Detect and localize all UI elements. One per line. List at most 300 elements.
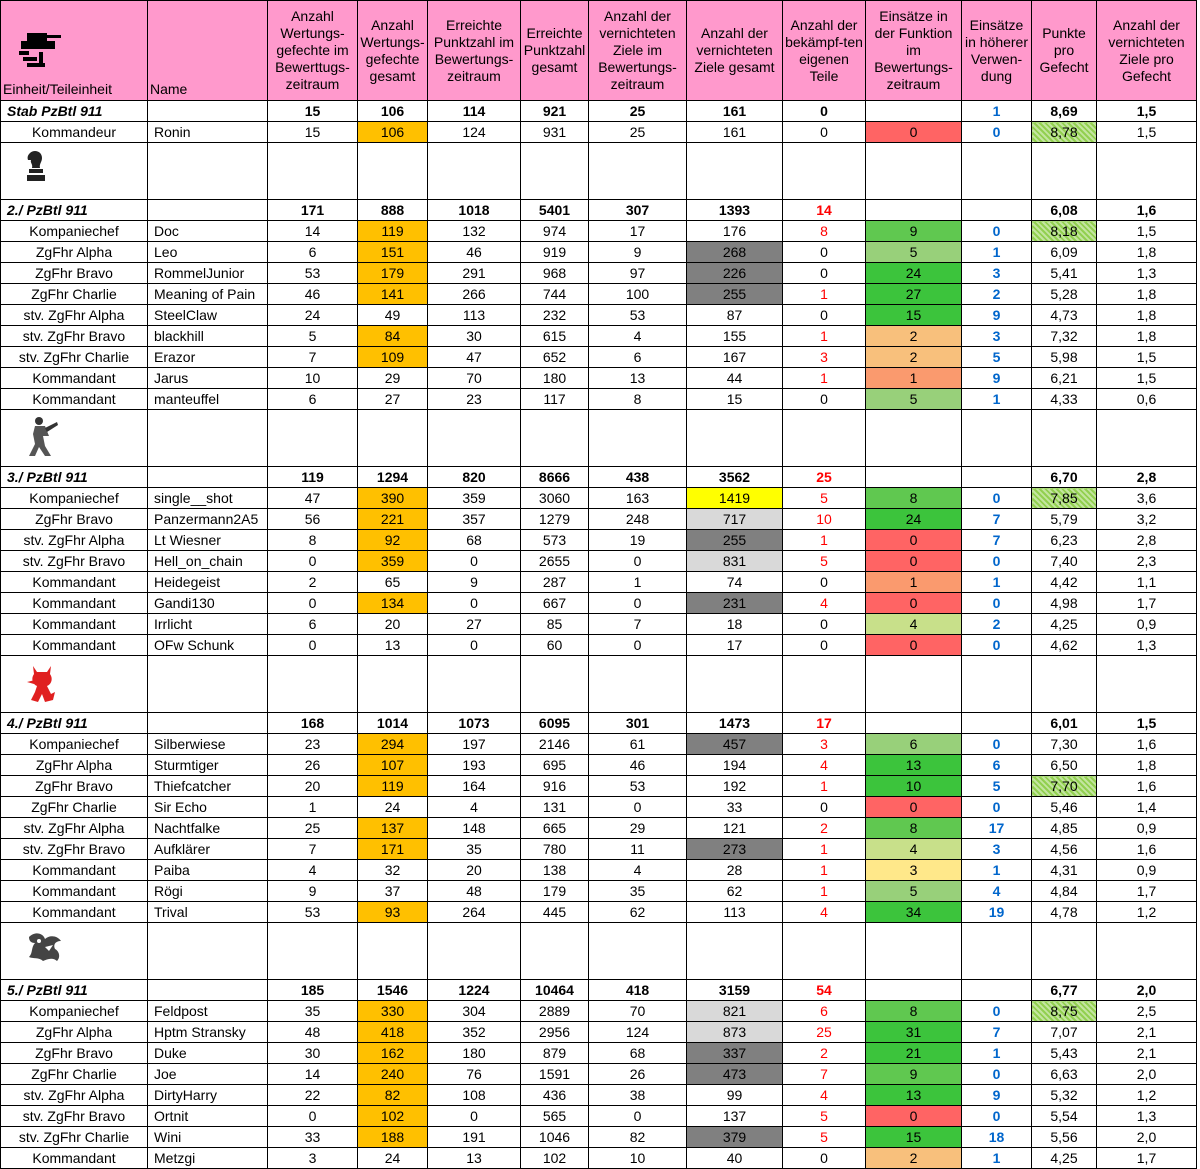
- cell-eigene-teile: 1: [783, 776, 866, 797]
- cell-eigene-teile: 4: [783, 755, 866, 776]
- cell-eigene-teile: 14: [783, 200, 866, 221]
- empty-cell: [589, 410, 687, 467]
- cell-name: Aufklärer: [148, 839, 268, 860]
- table-row: [1, 305, 1197, 326]
- cell-einsaetze-funktion: 8: [866, 1001, 962, 1022]
- cell-punkte-zeitraum: 27: [428, 614, 521, 635]
- cell-punkte-gesamt: 1046: [521, 1127, 589, 1148]
- empty-cell: [589, 923, 687, 980]
- cell-gefechte-zeitraum: 15: [268, 101, 358, 122]
- cell-punkte-pro-gefecht: 5,43: [1032, 1043, 1097, 1064]
- cell-punkte-zeitraum: 0: [428, 551, 521, 572]
- cell-ziele-pro-gefecht: 1,5: [1097, 221, 1197, 242]
- cell-ziele-zeitraum: 9: [589, 242, 687, 263]
- cell-ziele-pro-gefecht: 1,3: [1097, 635, 1197, 656]
- table-row: [1, 263, 1197, 284]
- empty-cell: [428, 923, 521, 980]
- table-row: [1, 368, 1197, 389]
- empty-cell: [783, 143, 866, 200]
- cell-einsaetze-funktion: [866, 980, 962, 1001]
- cell-eigene-teile: 0: [783, 242, 866, 263]
- empty-cell: [358, 410, 428, 467]
- cell-ziele-pro-gefecht: 0,6: [1097, 389, 1197, 410]
- cell-einsaetze-funktion: [866, 467, 962, 488]
- table-row: [1, 551, 1197, 572]
- cell-punkte-zeitraum: 46: [428, 242, 521, 263]
- cell-punkte-gesamt: 652: [521, 347, 589, 368]
- cell-punkte-gesamt: 695: [521, 755, 589, 776]
- cell-ziele-zeitraum: 82: [589, 1127, 687, 1148]
- cell-punkte-zeitraum: 132: [428, 221, 521, 242]
- cell-ziele-zeitraum: 25: [589, 122, 687, 143]
- cell-gefechte-zeitraum: 1: [268, 797, 358, 818]
- cell-name: Wini: [148, 1127, 268, 1148]
- cell-ziele-gesamt: 821: [687, 1001, 783, 1022]
- cell-name: Heidegeist: [148, 572, 268, 593]
- cell-ziele-zeitraum: 7: [589, 614, 687, 635]
- empty-cell: [1032, 656, 1097, 713]
- cell-einsaetze-funktion: 0: [866, 593, 962, 614]
- cell-punkte-zeitraum: 23: [428, 389, 521, 410]
- cell-gefechte-zeitraum: 10: [268, 368, 358, 389]
- tank-emblem-icon: [17, 27, 145, 75]
- dragon-emblem-icon: [25, 952, 65, 968]
- cell-punkte-zeitraum: 30: [428, 326, 521, 347]
- table-row: [1, 860, 1197, 881]
- cell-eigene-teile: 1: [783, 839, 866, 860]
- cell-unit: ZgFhr Alpha: [1, 1022, 148, 1043]
- cell-gefechte-zeitraum: 23: [268, 734, 358, 755]
- cell-gefechte-gesamt: 37: [358, 881, 428, 902]
- cell-ziele-pro-gefecht: 2,3: [1097, 551, 1197, 572]
- cell-punkte-zeitraum: 4: [428, 797, 521, 818]
- cell-punkte-pro-gefecht: 6,50: [1032, 755, 1097, 776]
- header-c4: Erreichte Punktzahl gesamt: [521, 1, 589, 101]
- header-unit-label: Einheit/Teileinheit: [3, 81, 112, 97]
- cell-ziele-zeitraum: 307: [589, 200, 687, 221]
- cell-punkte-gesamt: 85: [521, 614, 589, 635]
- empty-cell: [148, 656, 268, 713]
- cell-punkte-zeitraum: 47: [428, 347, 521, 368]
- cell-punkte-gesamt: 615: [521, 326, 589, 347]
- cell-ziele-gesamt: 44: [687, 368, 783, 389]
- cell-eigene-teile: 2: [783, 818, 866, 839]
- cell-gefechte-zeitraum: 25: [268, 818, 358, 839]
- cell-punkte-gesamt: 180: [521, 368, 589, 389]
- cell-einsaetze-hoeher: 0: [962, 1106, 1032, 1127]
- cell-einsaetze-hoeher: [962, 980, 1032, 1001]
- header-c8: Einsätze in der Funktion im Bewertungs-zeitraum: [866, 1, 962, 101]
- cell-punkte-gesamt: 665: [521, 818, 589, 839]
- header-c6: Anzahl der vernichteten Ziele gesamt: [687, 1, 783, 101]
- cell-punkte-gesamt: 102: [521, 1148, 589, 1169]
- cell-unit: Kompaniechef: [1, 1001, 148, 1022]
- table-row: [1, 1064, 1197, 1085]
- cell-ziele-gesamt: 226: [687, 263, 783, 284]
- cell-ziele-zeitraum: 0: [589, 1106, 687, 1127]
- cell-einsaetze-funktion: 3: [866, 860, 962, 881]
- cell-ziele-gesamt: 99: [687, 1085, 783, 1106]
- cell-ziele-zeitraum: 53: [589, 305, 687, 326]
- cell-name: Metzgi: [148, 1148, 268, 1169]
- cell-gefechte-zeitraum: 6: [268, 242, 358, 263]
- cell-gefechte-zeitraum: 119: [268, 467, 358, 488]
- cell-ziele-gesamt: 74: [687, 572, 783, 593]
- table-row: [1, 635, 1197, 656]
- cell-ziele-gesamt: 161: [687, 101, 783, 122]
- cell-ziele-zeitraum: 301: [589, 713, 687, 734]
- cell-name: [148, 713, 268, 734]
- cell-einsaetze-funktion: [866, 713, 962, 734]
- cell-eigene-teile: 7: [783, 1064, 866, 1085]
- cell-name: Ronin: [148, 122, 268, 143]
- cell-ziele-pro-gefecht: 3,6: [1097, 488, 1197, 509]
- cell-gefechte-zeitraum: 46: [268, 284, 358, 305]
- cell-einsaetze-hoeher: 0: [962, 734, 1032, 755]
- empty-cell: [358, 143, 428, 200]
- cell-ziele-gesamt: 62: [687, 881, 783, 902]
- cell-ziele-pro-gefecht: 1,2: [1097, 902, 1197, 923]
- cell-eigene-teile: 0: [783, 797, 866, 818]
- cell-eigene-teile: 3: [783, 347, 866, 368]
- empty-cell: [521, 656, 589, 713]
- cell-punkte-zeitraum: 264: [428, 902, 521, 923]
- table-row: [1, 839, 1197, 860]
- empty-cell: [1097, 410, 1197, 467]
- cell-einsaetze-funktion: 15: [866, 1127, 962, 1148]
- cell-ziele-zeitraum: 0: [589, 635, 687, 656]
- cell-punkte-pro-gefecht: 8,18: [1032, 221, 1097, 242]
- cell-punkte-zeitraum: 0: [428, 635, 521, 656]
- cell-einsaetze-funktion: 13: [866, 755, 962, 776]
- cell-ziele-pro-gefecht: 2,1: [1097, 1043, 1197, 1064]
- cell-unit: ZgFhr Alpha: [1, 755, 148, 776]
- cell-ziele-gesamt: 231: [687, 593, 783, 614]
- emblem-cell: [1, 656, 148, 713]
- cell-eigene-teile: 0: [783, 101, 866, 122]
- cell-ziele-pro-gefecht: 1,5: [1097, 101, 1197, 122]
- cell-unit: Kommandant: [1, 635, 148, 656]
- table-row: [1, 284, 1197, 305]
- cell-einsaetze-funktion: 27: [866, 284, 962, 305]
- cell-ziele-gesamt: 28: [687, 860, 783, 881]
- cell-ziele-gesamt: 379: [687, 1127, 783, 1148]
- cell-einsaetze-hoeher: 0: [962, 593, 1032, 614]
- cell-gefechte-zeitraum: 0: [268, 635, 358, 656]
- cell-ziele-pro-gefecht: 1,6: [1097, 200, 1197, 221]
- cell-gefechte-gesamt: 65: [358, 572, 428, 593]
- cell-ziele-gesamt: 194: [687, 755, 783, 776]
- cell-punkte-pro-gefecht: 7,70: [1032, 776, 1097, 797]
- cell-ziele-zeitraum: 11: [589, 839, 687, 860]
- cell-unit: Kommandant: [1, 368, 148, 389]
- cell-ziele-pro-gefecht: 1,5: [1097, 347, 1197, 368]
- cell-gefechte-gesamt: 162: [358, 1043, 428, 1064]
- cell-einsaetze-hoeher: 1: [962, 860, 1032, 881]
- cell-gefechte-gesamt: 106: [358, 101, 428, 122]
- cell-name: Gandi130: [148, 593, 268, 614]
- cell-ziele-gesamt: 192: [687, 776, 783, 797]
- cell-punkte-pro-gefecht: 4,62: [1032, 635, 1097, 656]
- cell-ziele-gesamt: 1419: [687, 488, 783, 509]
- cell-punkte-gesamt: 179: [521, 881, 589, 902]
- cell-gefechte-gesamt: 32: [358, 860, 428, 881]
- cell-einsaetze-hoeher: 0: [962, 221, 1032, 242]
- cell-gefechte-zeitraum: 20: [268, 776, 358, 797]
- cell-ziele-pro-gefecht: 0,9: [1097, 818, 1197, 839]
- cell-unit: stv. ZgFhr Bravo: [1, 1106, 148, 1127]
- cell-gefechte-zeitraum: 2: [268, 572, 358, 593]
- cell-punkte-gesamt: 744: [521, 284, 589, 305]
- cell-gefechte-gesamt: 141: [358, 284, 428, 305]
- empty-cell: [589, 656, 687, 713]
- cell-ziele-zeitraum: 25: [589, 101, 687, 122]
- cell-unit: 4./ PzBtl 911: [1, 713, 148, 734]
- summary-row: [1, 467, 1197, 488]
- header-c1: Anzahl Wertungs-gefechte im Bewerttugs-zeitraum: [268, 1, 358, 101]
- cell-eigene-teile: 0: [783, 305, 866, 326]
- cell-ziele-gesamt: 1393: [687, 200, 783, 221]
- empty-cell: [866, 923, 962, 980]
- cell-gefechte-zeitraum: 14: [268, 1064, 358, 1085]
- cell-gefechte-gesamt: 106: [358, 122, 428, 143]
- cell-punkte-gesamt: 565: [521, 1106, 589, 1127]
- cell-punkte-pro-gefecht: 5,54: [1032, 1106, 1097, 1127]
- cell-punkte-gesamt: 60: [521, 635, 589, 656]
- cell-gefechte-zeitraum: 53: [268, 263, 358, 284]
- empty-cell: [268, 410, 358, 467]
- cell-eigene-teile: 25: [783, 1022, 866, 1043]
- cell-gefechte-zeitraum: 5: [268, 326, 358, 347]
- cell-einsaetze-hoeher: 2: [962, 284, 1032, 305]
- cell-eigene-teile: 0: [783, 572, 866, 593]
- cell-gefechte-zeitraum: 15: [268, 122, 358, 143]
- header-c5: Anzahl der vernichteten Ziele im Bewertungs-zeitraum: [589, 1, 687, 101]
- cell-punkte-pro-gefecht: 4,85: [1032, 818, 1097, 839]
- cell-ziele-gesamt: 155: [687, 326, 783, 347]
- cell-unit: Kommandant: [1, 593, 148, 614]
- cell-punkte-zeitraum: 108: [428, 1085, 521, 1106]
- cell-punkte-pro-gefecht: 4,78: [1032, 902, 1097, 923]
- cell-name: [148, 101, 268, 122]
- cell-name: Ortnit: [148, 1106, 268, 1127]
- knight-emblem-icon: [25, 170, 47, 186]
- cell-ziele-gesamt: 255: [687, 284, 783, 305]
- table-row: [1, 572, 1197, 593]
- cell-ziele-zeitraum: 248: [589, 509, 687, 530]
- header-unit-cell: [1, 1, 148, 101]
- emblem-row: [1, 923, 1197, 980]
- cell-einsaetze-funktion: 4: [866, 614, 962, 635]
- cell-name: Meaning of Pain: [148, 284, 268, 305]
- cell-punkte-gesamt: 667: [521, 593, 589, 614]
- cell-ziele-pro-gefecht: 1,2: [1097, 1085, 1197, 1106]
- cell-gefechte-gesamt: 49: [358, 305, 428, 326]
- cell-gefechte-zeitraum: 35: [268, 1001, 358, 1022]
- cell-punkte-gesamt: 445: [521, 902, 589, 923]
- cell-unit: stv. ZgFhr Alpha: [1, 305, 148, 326]
- cell-punkte-gesamt: 780: [521, 839, 589, 860]
- cell-einsaetze-hoeher: 1: [962, 1148, 1032, 1169]
- cell-einsaetze-funktion: 8: [866, 818, 962, 839]
- cell-punkte-zeitraum: 352: [428, 1022, 521, 1043]
- cell-unit: stv. ZgFhr Alpha: [1, 818, 148, 839]
- cell-unit: stv. ZgFhr Charlie: [1, 347, 148, 368]
- cell-eigene-teile: 5: [783, 1127, 866, 1148]
- empty-cell: [268, 656, 358, 713]
- cell-einsaetze-funktion: 31: [866, 1022, 962, 1043]
- cell-einsaetze-funktion: 34: [866, 902, 962, 923]
- cell-einsaetze-hoeher: 1: [962, 389, 1032, 410]
- cell-gefechte-gesamt: 20: [358, 614, 428, 635]
- cell-punkte-pro-gefecht: 6,21: [1032, 368, 1097, 389]
- cell-punkte-pro-gefecht: 7,40: [1032, 551, 1097, 572]
- table-row: [1, 1085, 1197, 1106]
- cell-ziele-zeitraum: 35: [589, 881, 687, 902]
- cell-einsaetze-funktion: 0: [866, 551, 962, 572]
- cell-eigene-teile: 5: [783, 1106, 866, 1127]
- sheet-body: [1, 1, 1197, 1169]
- cell-ziele-pro-gefecht: 1,6: [1097, 776, 1197, 797]
- cell-gefechte-zeitraum: 24: [268, 305, 358, 326]
- cell-punkte-gesamt: 1279: [521, 509, 589, 530]
- empty-cell: [1097, 923, 1197, 980]
- cell-ziele-zeitraum: 163: [589, 488, 687, 509]
- cell-ziele-zeitraum: 4: [589, 326, 687, 347]
- cell-punkte-gesamt: 2889: [521, 1001, 589, 1022]
- cell-unit: Kommandant: [1, 1148, 148, 1169]
- cell-unit: stv. ZgFhr Alpha: [1, 530, 148, 551]
- cell-eigene-teile: 4: [783, 1085, 866, 1106]
- cell-punkte-pro-gefecht: 6,23: [1032, 530, 1097, 551]
- cell-punkte-gesamt: 2146: [521, 734, 589, 755]
- cell-unit: 5./ PzBtl 911: [1, 980, 148, 1001]
- cell-eigene-teile: 2: [783, 1043, 866, 1064]
- cell-ziele-gesamt: 3159: [687, 980, 783, 1001]
- cell-unit: stv. ZgFhr Charlie: [1, 1127, 148, 1148]
- summary-row: [1, 980, 1197, 1001]
- cell-unit: ZgFhr Bravo: [1, 263, 148, 284]
- cell-name: Erazor: [148, 347, 268, 368]
- cell-name: [148, 467, 268, 488]
- cell-punkte-pro-gefecht: 4,84: [1032, 881, 1097, 902]
- cell-einsaetze-hoeher: 1: [962, 101, 1032, 122]
- header-c9: Einsätze in höherer Verwen-dung: [962, 1, 1032, 101]
- cell-einsaetze-funktion: 24: [866, 509, 962, 530]
- cell-gefechte-gesamt: 119: [358, 776, 428, 797]
- cell-name: Panzermann2A5: [148, 509, 268, 530]
- cell-einsaetze-funktion: 10: [866, 776, 962, 797]
- cell-punkte-pro-gefecht: 5,98: [1032, 347, 1097, 368]
- cell-punkte-gesamt: 8666: [521, 467, 589, 488]
- table-row: [1, 530, 1197, 551]
- empty-cell: [148, 923, 268, 980]
- table-row: [1, 122, 1197, 143]
- cell-einsaetze-hoeher: 0: [962, 1064, 1032, 1085]
- cell-ziele-gesamt: 33: [687, 797, 783, 818]
- empty-cell: [268, 923, 358, 980]
- cell-gefechte-gesamt: 1294: [358, 467, 428, 488]
- cell-punkte-zeitraum: 1018: [428, 200, 521, 221]
- cell-punkte-gesamt: 3060: [521, 488, 589, 509]
- cell-punkte-pro-gefecht: 6,70: [1032, 467, 1097, 488]
- cell-gefechte-zeitraum: 33: [268, 1127, 358, 1148]
- cell-einsaetze-funktion: 8: [866, 488, 962, 509]
- cell-eigene-teile: 1: [783, 530, 866, 551]
- cell-eigene-teile: 0: [783, 389, 866, 410]
- cell-einsaetze-funktion: 0: [866, 1106, 962, 1127]
- cell-unit: ZgFhr Charlie: [1, 1064, 148, 1085]
- header-c3: Erreichte Punktzahl im Bewertungs-zeitraum: [428, 1, 521, 101]
- cell-unit: ZgFhr Bravo: [1, 776, 148, 797]
- cell-unit: Kompaniechef: [1, 734, 148, 755]
- cell-unit: Kompaniechef: [1, 488, 148, 509]
- cell-einsaetze-hoeher: 0: [962, 1001, 1032, 1022]
- empty-cell: [148, 410, 268, 467]
- cell-einsaetze-hoeher: 0: [962, 551, 1032, 572]
- empty-cell: [148, 143, 268, 200]
- cell-eigene-teile: 1: [783, 881, 866, 902]
- summary-row: [1, 713, 1197, 734]
- cell-ziele-pro-gefecht: 0,9: [1097, 614, 1197, 635]
- cell-gefechte-gesamt: 171: [358, 839, 428, 860]
- table-row: [1, 221, 1197, 242]
- cell-name: manteuffel: [148, 389, 268, 410]
- cell-punkte-zeitraum: 114: [428, 101, 521, 122]
- cell-punkte-zeitraum: 35: [428, 839, 521, 860]
- cell-ziele-zeitraum: 10: [589, 1148, 687, 1169]
- cell-gefechte-zeitraum: 0: [268, 1106, 358, 1127]
- cell-gefechte-zeitraum: 4: [268, 860, 358, 881]
- cell-punkte-zeitraum: 164: [428, 776, 521, 797]
- cell-gefechte-zeitraum: 56: [268, 509, 358, 530]
- empty-cell: [962, 143, 1032, 200]
- table-row: [1, 509, 1197, 530]
- cell-name: Trival: [148, 902, 268, 923]
- cell-ziele-zeitraum: 418: [589, 980, 687, 1001]
- cell-name: Doc: [148, 221, 268, 242]
- cell-punkte-pro-gefecht: 6,63: [1032, 1064, 1097, 1085]
- cell-einsaetze-funktion: 0: [866, 122, 962, 143]
- cell-gefechte-gesamt: 102: [358, 1106, 428, 1127]
- cell-ziele-zeitraum: 0: [589, 797, 687, 818]
- cell-eigene-teile: 0: [783, 1148, 866, 1169]
- cell-einsaetze-funktion: [866, 200, 962, 221]
- cell-punkte-zeitraum: 113: [428, 305, 521, 326]
- cell-punkte-zeitraum: 180: [428, 1043, 521, 1064]
- cell-name: RommelJunior: [148, 263, 268, 284]
- cell-einsaetze-hoeher: 5: [962, 776, 1032, 797]
- cell-gefechte-zeitraum: 26: [268, 755, 358, 776]
- cell-gefechte-gesamt: 179: [358, 263, 428, 284]
- cell-eigene-teile: 6: [783, 1001, 866, 1022]
- cell-gefechte-gesamt: 29: [358, 368, 428, 389]
- cell-einsaetze-hoeher: 1: [962, 1043, 1032, 1064]
- cell-ziele-gesamt: 15: [687, 389, 783, 410]
- cell-punkte-zeitraum: 1073: [428, 713, 521, 734]
- cell-punkte-pro-gefecht: 7,07: [1032, 1022, 1097, 1043]
- cell-name: Nachtfalke: [148, 818, 268, 839]
- cell-ziele-gesamt: 137: [687, 1106, 783, 1127]
- cell-punkte-pro-gefecht: 7,85: [1032, 488, 1097, 509]
- cell-punkte-pro-gefecht: 5,79: [1032, 509, 1097, 530]
- cell-punkte-zeitraum: 304: [428, 1001, 521, 1022]
- cell-punkte-zeitraum: 48: [428, 881, 521, 902]
- cell-gefechte-zeitraum: 0: [268, 593, 358, 614]
- cell-ziele-pro-gefecht: 2,0: [1097, 1127, 1197, 1148]
- cell-gefechte-gesamt: 82: [358, 1085, 428, 1106]
- header-row: [1, 1, 1197, 101]
